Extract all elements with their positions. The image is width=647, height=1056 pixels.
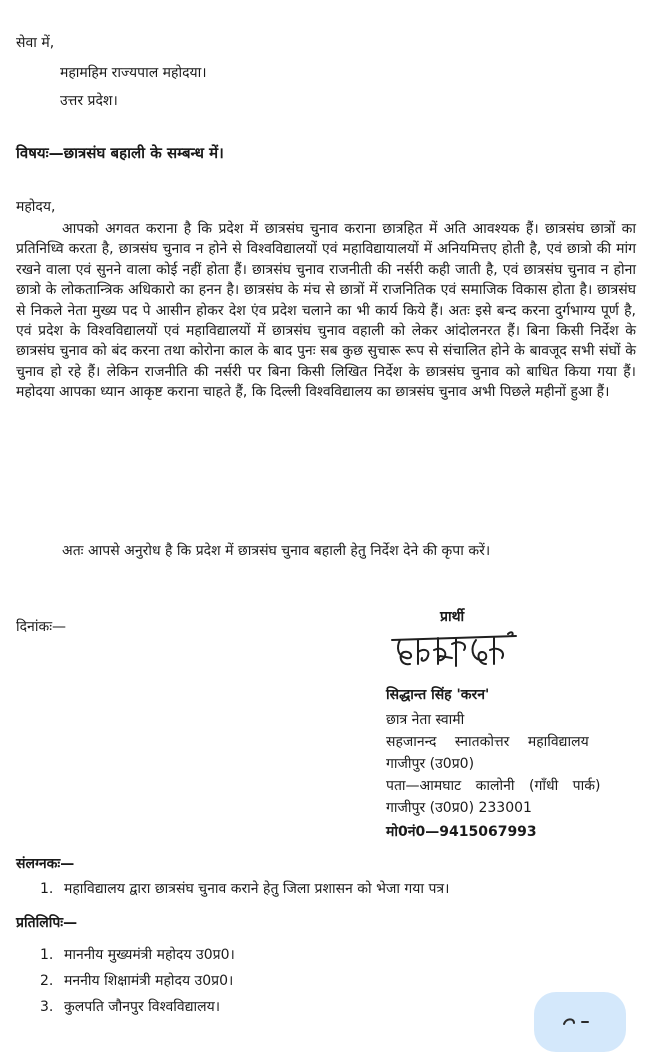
floating-chat-bubble[interactable] [534, 992, 626, 1052]
body-paragraph-2-text: अतः आपसे अनुरोध है कि प्रदेश में छात्रसंघ चुनाव बहाली हेतु निर्देश देने की कृपा करें। [62, 543, 491, 559]
sender-city-pin: गाजीपुर (उ0प्र0) 233001 [386, 800, 532, 816]
body-paragraph-1 [16, 219, 636, 403]
enclosure-item-number: 1. [40, 881, 54, 897]
handwritten-signature [390, 630, 520, 672]
copies-item-3 [40, 998, 220, 1016]
sender-name: सिद्धान्त सिंह 'करन' [386, 687, 490, 703]
addressee-state: उत्तर प्रदेश। [60, 93, 118, 109]
body-paragraph-2 [16, 541, 636, 561]
prarthi-label: प्रार्थी [440, 609, 465, 625]
copies-item-number: 1. [40, 947, 54, 963]
subject-line: विषयः—छात्रसंघ बहाली के सम्बन्ध में। [16, 144, 224, 162]
date-label: दिनांकः— [16, 619, 67, 635]
copies-label: प्रतिलिपिः— [16, 915, 78, 931]
enclosure-item [40, 880, 449, 898]
sender-role: छात्र नेता स्वामी [386, 712, 465, 728]
copies-item-text: माननीय मुख्यमंत्री महोदय उ0प्र0। [64, 947, 235, 963]
sender-mobile: मो0नं0—9415067993 [386, 824, 537, 840]
enclosure-label: संलग्नकः— [16, 856, 75, 872]
body-paragraph-1-text: आपको अगवत कराना है कि प्रदेश में छात्रसंघ चुनाव कराना छात्रहित में अति आवश्यक हैं। छात्रसंघ छात्रों का प्रतिनिध्वि करता है, छात्रसंघ चुनाव न होने से विश्वविद्यालयों एवं महाविद्यायालयों में अनियमित्तए होती है, एवं छात्रो की मांग रखने वाला एवं सुनने वाला कोई नहीं होता हैं। छात्रसंघ चुनाव राजनीती की नर्सरी कही जाती है, एवं छात्रसंघ चुनाव न होना छात्रो के लोकतान्त्रिक अधिकारो का हनन है। छात्रसंघ के मंच से छात्रों में राजनितिक एवं समाजिक विकास होता है। छात्रसंघ से निकले नेता मुख्य पद पे आसीन होकर देश एंव प्रदेश चलाने का भी कार्य किये हैं। अतः इसे बन्द करना दुर्गभाग्य पूर्ण है, एवं प्रदेश के विश्वविद्यालयों एवं महाविद्यालयों में छात्रसंघ चुनाव वहाली को लेकर आंदोलनरत हैं। बिना किसी निर्देश के छात्रसंघ चुनाव को बंद करना तथा कोरोना काल के बाद पुनः सब कुछ सुचारू रूप से संचालित होने के बावजूद सभी संघों के चुनाव हो रहे हैं। लेकिन राजनीति की नर्सरी पर बिना किसी लिखित निर्देश के छात्रसंघ चुनाव को बाधित किया गया हैं। महोदया आपका ध्यान आकृष्ट कराना चाहते हैं, कि दिल्ली विश्वविद्यालय का छात्रसंघ चुनाव अभी पिछले महीनों हुआ हैं। [16, 221, 636, 401]
addressee: महामहिम राज्यपाल महोदया। [60, 65, 207, 81]
sender-college: सहजानन्द स्नातकोत्तर महाविद्यालय [386, 734, 589, 750]
sender-city: गाजीपुर (उ0प्र0) [386, 756, 475, 772]
copies-item-2 [40, 972, 233, 990]
sender-address: पता—आमघाट कालोनी (गाँधी पार्क) [386, 778, 601, 794]
copies-item-text: कुलपति जौनपुर विश्वविद्यालय। [64, 999, 221, 1015]
greeting: महोदय, [16, 199, 56, 215]
enclosure-item-text: महाविद्यालय द्वारा छात्रसंघ चुनाव कराने हेतु जिला प्रशासन को भेजा गया पत्र। [64, 881, 450, 897]
copies-item-text: मननीय शिक्षामंत्री महोदय उ0प्र0। [64, 973, 234, 989]
chat-bubble-icon [534, 992, 626, 1052]
salutation-seva: सेवा में, [16, 35, 55, 51]
copies-item-number: 3. [40, 999, 54, 1015]
copies-item-1 [40, 946, 235, 964]
copies-item-number: 2. [40, 973, 54, 989]
